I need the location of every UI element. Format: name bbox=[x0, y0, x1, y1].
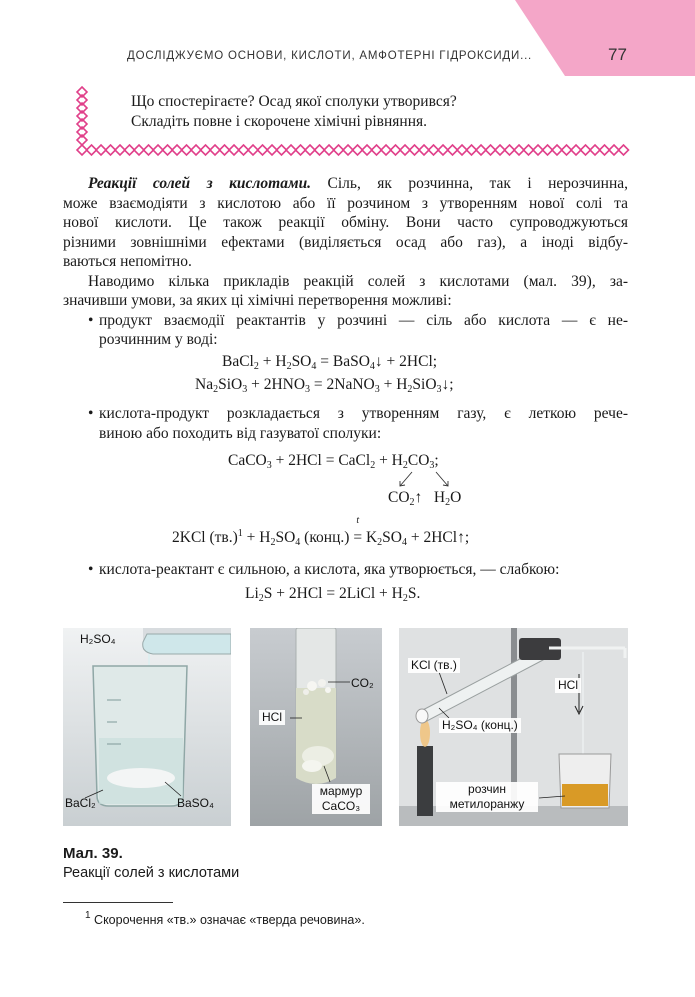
label-kcl: KCl (тв.) bbox=[408, 658, 460, 673]
footnote-rule bbox=[63, 902, 173, 903]
label-bacl2: BaCl₂ bbox=[65, 796, 96, 810]
bullet-1-line: продукт взаємодії реактантів у розчині — сіль або кислота — є не- bbox=[99, 311, 628, 329]
label-marble bbox=[312, 784, 370, 814]
bullet-2-line: виною або походить від газуватої сполуки: bbox=[99, 424, 382, 442]
bullet-1-line: розчинним у воді: bbox=[99, 331, 218, 348]
footnote bbox=[85, 910, 365, 927]
equation-kcl: 2KCl $(тв.)^1 + H_2SO_4$ (конц.) t = $K_2SO_4$ + 2HCl↑; bbox=[172, 515, 470, 548]
para-1-line: ваються непомітно. bbox=[63, 253, 192, 270]
task-line-1: Що спостерігаєте? Осад якої сполуки утворився? bbox=[131, 93, 457, 110]
footnote-marker: 1 bbox=[85, 910, 91, 921]
para-2-line: Наводимо кілька прикладів реакцій солей з кислотами (мал. 39), за- bbox=[88, 272, 628, 290]
photo-test-tube bbox=[250, 628, 382, 826]
label-hcl-gas: HCl bbox=[555, 678, 581, 693]
bullet-2-line: кислота-продукт розкладається з утворенням газу, є леткою рече- bbox=[99, 405, 628, 422]
label-h2so4: H₂SO₄ bbox=[80, 632, 116, 646]
label-marble-formula: CaCO₃ bbox=[321, 799, 361, 813]
figure-caption: Реакції солей з кислотами bbox=[63, 865, 240, 881]
photo-apparatus bbox=[399, 628, 628, 826]
footnote-text: Скорочення «тв.» означає «тверда речовина». bbox=[90, 913, 365, 927]
equation-bacl2: BaCl$_2$ + $H_2SO_4$ = BaSO$_4$↓ + 2HCl; bbox=[222, 353, 438, 372]
label-hcl: HCl bbox=[259, 710, 285, 725]
bullet-dot: • bbox=[88, 405, 94, 422]
task-line-2: Складіть повне і скорочене хімічні рівняння. bbox=[131, 113, 428, 130]
page-number: 77 bbox=[608, 45, 627, 64]
para-1-line: нової кислоти. Це також реакції обміну. Вони часто супроводжуються bbox=[63, 214, 628, 231]
running-head: ДОСЛІДЖУЄМО ОСНОВИ, КИСЛОТИ, АМФОТЕРНІ ГІДРОКСИДИ... bbox=[127, 50, 533, 62]
equation-caco3: CaCO$_3$ + 2HCl = CaCl$_2$ + $H_2CO_3$; bbox=[228, 452, 439, 471]
label-methyl-orange-name: метилоранжу bbox=[449, 797, 525, 811]
label-methyl-orange bbox=[436, 782, 538, 812]
para-1-line: може взаємодіяти з кислотою або її розчином з утворенням нової солі та bbox=[63, 194, 628, 212]
header-accent bbox=[0, 0, 695, 80]
para-2-line: значивши умови, за яких ці хімічні перетворення можливі: bbox=[63, 292, 452, 309]
figure-title: Мал. 39. bbox=[63, 845, 123, 862]
para-1-line-1 bbox=[88, 174, 628, 194]
bullet-dot: • bbox=[88, 311, 94, 329]
co2-product: $CO_2↑$ $H_2O$ bbox=[388, 489, 462, 508]
label-solution: розчин bbox=[468, 782, 506, 796]
label-baso4: BaSO₄ bbox=[177, 796, 214, 810]
bullet-dot: • bbox=[88, 561, 94, 578]
equation-na2sio3: $Na_2SiO_3 + 2HNO_3$ = 2NaNO$_3$ + $H_2SiO_3↓$; bbox=[195, 376, 454, 395]
equation-li2s: $Li_2S + 2HCl$ = 2LiCl + $H_2S$. bbox=[245, 585, 421, 604]
label-h2so4-conc: H₂SO₄ (конц.) bbox=[439, 718, 521, 733]
photo-beaker bbox=[63, 628, 231, 826]
para-1-line: різними зовнішніми ефектами (виділяється осад або газ), а іноді відбу- bbox=[63, 233, 628, 251]
para-1-first-rest: Сіль, як розчинна, так і нерозчинна, bbox=[311, 175, 628, 192]
label-co2: CO₂ bbox=[351, 676, 374, 690]
section-heading: Реакції солей з кислотами. bbox=[88, 175, 312, 192]
label-marble-name: мармур bbox=[319, 784, 363, 798]
bullet-3-text: кислота-реактант є сильною, а кислота, яка утворюється, — слабкою: bbox=[99, 561, 560, 578]
